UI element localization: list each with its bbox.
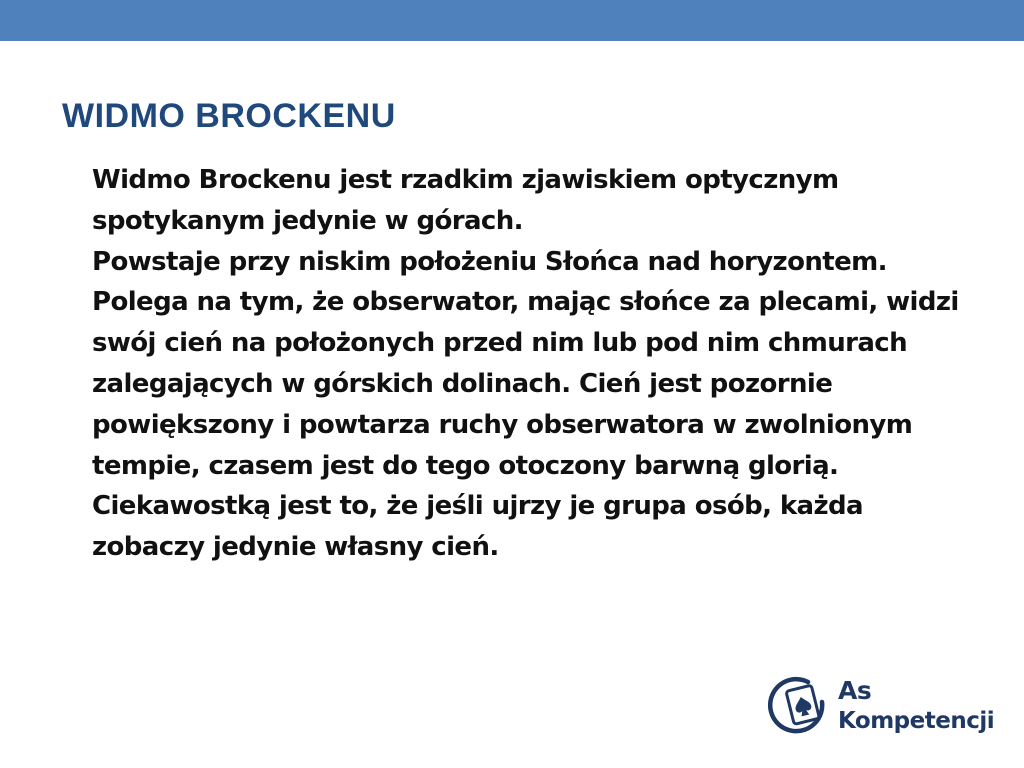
paragraph-2: Powstaje przy niskim położeniu Słońca nad horyzontem. bbox=[92, 246, 887, 277]
logo-text-line2: Kompetencji bbox=[838, 708, 995, 734]
slide-body bbox=[92, 160, 982, 568]
top-accent-bar bbox=[0, 0, 1024, 41]
as-kompetencji-logo bbox=[768, 672, 998, 744]
logo-text-line1: As bbox=[838, 676, 872, 705]
paragraph-3: Polega na tym, że obserwator, mając słońce za plecami, widzi swój cień na położonych przed nim lub pod nim chmurach zalegających w górskich dolinach. Cień jest pozornie powiększony i powtarza ruchy obserwatora w zwolnionym tempie, czasem jest do tego otoczony barwną glorią. Ciekawostką jest to, że jeśli ujrzy je grupa osób, każda zobaczy jedynie własny cień. bbox=[92, 287, 959, 563]
spade-card-icon bbox=[768, 676, 830, 740]
slide-title: WIDMO BROCKENU bbox=[62, 97, 396, 135]
paragraph-1: Widmo Brockenu jest rzadkim zjawiskiem optycznym spotykanym jedynie w górach. bbox=[92, 165, 839, 236]
